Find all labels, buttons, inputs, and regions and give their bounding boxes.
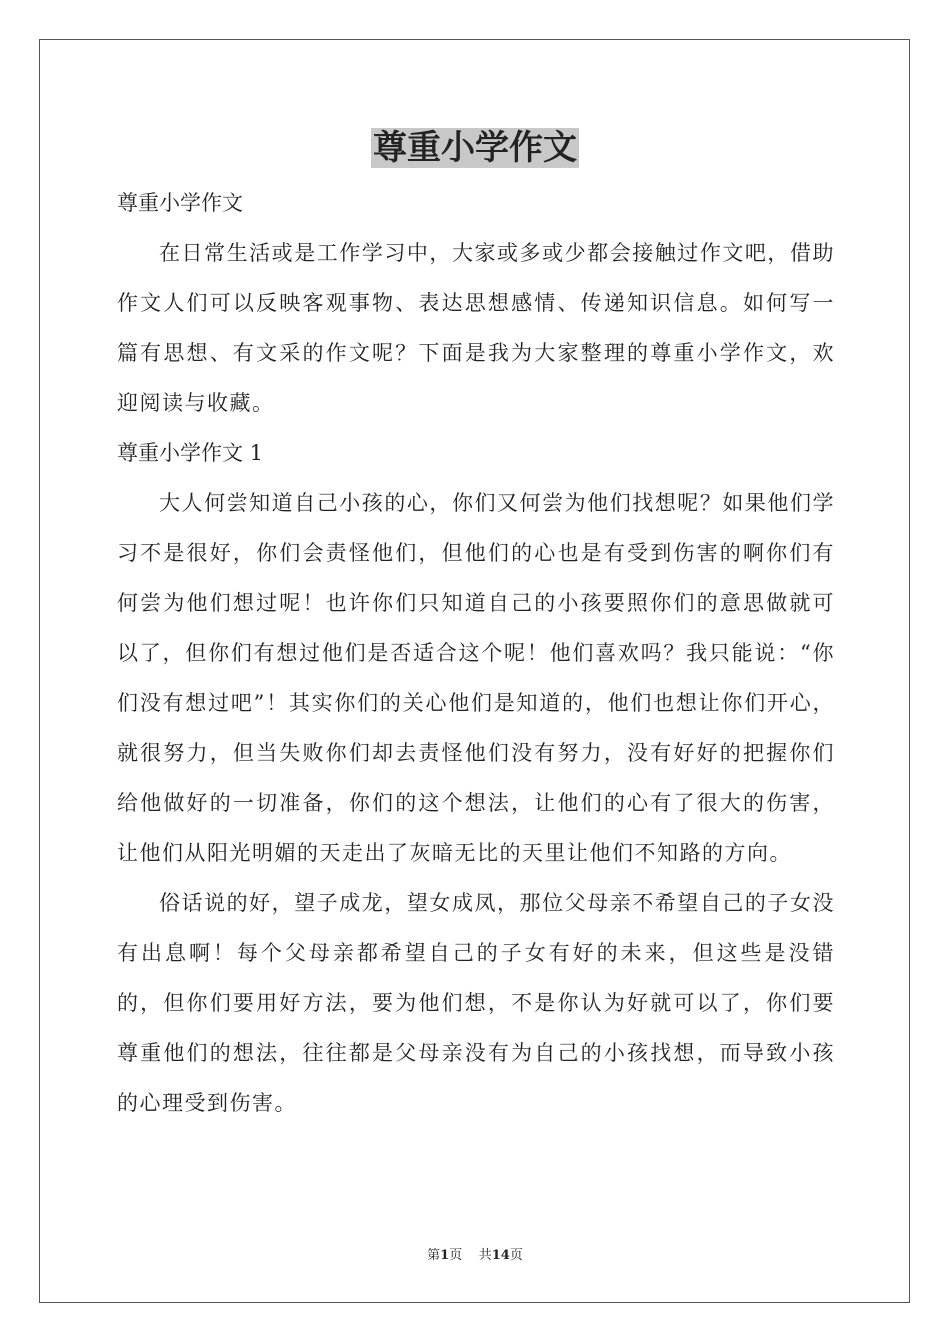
page-number: 1 bbox=[440, 1248, 450, 1263]
page-suffix: 页 bbox=[449, 1248, 463, 1263]
document-title bbox=[0, 124, 950, 172]
page-prefix: 第 bbox=[427, 1248, 441, 1263]
intro-paragraph: 在日常生活或是工作学习中，大家或多或少都会接触过作文吧，借助作文人们可以反映客观事物、表达思想感情、传递知识信息。如何写一篇有思想、有文采的作文呢？下面是我为大家整理的尊重小学作文，欢迎阅读与收藏。 bbox=[117, 241, 835, 415]
total-suffix: 页 bbox=[509, 1248, 523, 1263]
total-pages: 14 bbox=[491, 1248, 510, 1263]
document-subtitle: 尊重小学作文 bbox=[117, 191, 243, 215]
document-title-text: 尊重小学作文 bbox=[373, 128, 577, 168]
section-heading: 尊重小学作文 1 bbox=[117, 441, 264, 465]
document-body bbox=[117, 178, 835, 1128]
page-footer bbox=[0, 1244, 950, 1263]
total-prefix: 共 bbox=[478, 1248, 492, 1263]
body-paragraph-1: 大人何尝知道自己小孩的心，你们又何尝为他们找想呢？如果他们学习不是很好，你们会责怪他们，但他们的心也是有受到伤害的啊你们有何尝为他们想过呢！也许你们只知道自己的小孩要照你们的意思做就可以了，但你们有想过他们是否适合这个呢！他们喜欢吗？我只能说：“你们没有想过吧”！其实你们的关心他们是知道的，他们也想让你们开心，就很努力，但当失败你们却去责怪他们没有努力，没有好好的把握你们给他做好的一切准备，你们的这个想法，让他们的心有了很大的伤害，让他们从阳光明媚的天走出了灰暗无比的天里让他们不知路的方向。 bbox=[117, 491, 835, 865]
body-paragraph-2: 俗话说的好，望子成龙，望女成凤，那位父母亲不希望自己的子女没有出息啊！每个父母亲都希望自己的子女有好的未来，但这些是没错的，但你们要用好方法，要为他们想，不是你认为好就可以了，你们要尊重他们的想法，往往都是父母亲没有为自己的小孩找想，而导致小孩的心理受到伤害。 bbox=[117, 891, 835, 1115]
